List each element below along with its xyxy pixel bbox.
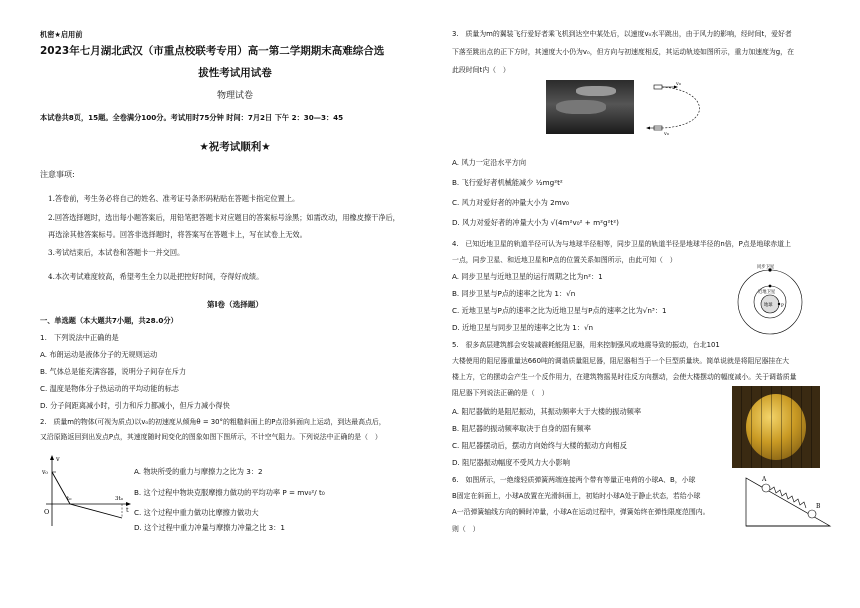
graph-v-label: v <box>56 455 60 463</box>
q6-incline-diagram <box>742 470 834 532</box>
q3-stem-3: 此段时间t内（ ） <box>452 66 510 74</box>
notice-item-2: 2.回答选择题时，选出每小题答案后，用铅笔把答题卡对应题目的答案标号涂黑；如需改动，用橡皮擦干净后， <box>48 213 400 222</box>
q1-option-c: C. 温度是物体分子热运动的平均动能的标志 <box>40 384 179 393</box>
q5-stem-4: 阻尼器下列说法正确的是（ ） <box>452 389 549 397</box>
fig-earth-label: 地球 <box>764 303 773 308</box>
q1-stem: 1. 下列说法中正确的是 <box>40 333 119 342</box>
part-title: 一、单选题（本大题共7小题，共28.0分） <box>40 316 178 325</box>
q2-option-a: A. 物块所受的重力与摩擦力之比为 3：2 <box>134 467 263 476</box>
section-title: 第Ⅰ卷（选择题） <box>207 300 263 309</box>
fig-near-label: 近地卫星 <box>758 290 776 295</box>
q6-stem-3: A一沿弹簧轴线方向的瞬时冲量，小球A在运动过程中，弹簧始终在弹性限度范围内。 <box>452 508 710 516</box>
q4-orbit-diagram <box>734 264 806 336</box>
blessing: ★祝考试顺利★ <box>199 141 271 153</box>
q5-damper-photo <box>732 386 820 468</box>
q6-stem-2: B固定在斜面上，小球A放置在光滑斜面上，初始时小球A处于静止状态，若给小球 <box>452 492 701 500</box>
q4-option-a: A. 同步卫星与近地卫星的运行周期之比为n²：1 <box>452 272 603 281</box>
exam-title-line2: 拔性考试用试卷 <box>198 67 272 79</box>
q3-option-c: C. 风力对爱好者的冲量大小为 2mv₀ <box>452 198 569 207</box>
graph-origin-label: O <box>44 508 50 516</box>
q6-stem-1: 6. 如图所示，一绝缘轻质弹簧两端连接两个带有等量正电荷的小球A、B，小球 <box>452 476 696 484</box>
q3-stem-2: 下落至跳出点的正下方时，其速度大小仍为v₀，但方向与初速度相反，其运动轨迹如图所示，重力加速度为g，在 <box>452 48 794 56</box>
graph-t0-label: t₀ <box>67 496 72 502</box>
q2-stem-2: 又沿原路返回到出发点P点，其速度随时间变化的图象如图下图所示，不计空气阻力。下列说法中正确的是（ ） <box>40 433 382 441</box>
fig-p-label: P <box>781 304 784 309</box>
q2-vt-graph <box>40 452 132 532</box>
q4-stem-2: 一点，同步卫星、和近地卫星和P点的位置关系如图所示，由此可知（ ） <box>452 256 677 264</box>
graph-3t0-label: 3t₀ <box>115 496 123 502</box>
q4-option-c: C. 近地卫星与P点的速率之比为近地卫星与P点的速率之比为√n³：1 <box>452 306 667 315</box>
exam-info: 本试卷共8页，15题。全卷满分100分。考试用时75分钟 时间：7月2日 下午 2：30—3：45 <box>40 113 344 122</box>
q5-stem-2: 大楼使用的阻尼器重量达660吨的调谐质量阻尼器，阻尼器相当于一个巨型质量块。简单说就是将阻尼器挂在大 <box>452 357 790 365</box>
q4-stem-1: 4. 已知近地卫星的轨道半径可认为与地球半径相等，同步卫星的轨道半径是地球半径的n倍，P点是地球赤道上 <box>452 240 791 248</box>
q3-option-d: D. 风力对爱好者的冲量大小为 √(4m²v₀² + m²g²t²) <box>452 218 619 227</box>
q2-option-d: D. 这个过程中重力冲量与摩擦力冲量之比 3：1 <box>134 523 285 532</box>
q5-stem-3: 楼上方，它的摆动会产生一个反作用力，在建筑物摇晃时往反方向摆动，会使大楼摆动的幅度减小。关于调谐质量 <box>452 373 797 381</box>
q5-option-c: C. 阻尼器摆动后，摆动方向始终与大楼的振动方向相反 <box>452 441 627 450</box>
secret-label: 机密★启用前 <box>40 30 83 39</box>
q2-stem-1: 2. 质量m的物体(可视为质点)以v₀的初速度从倾角θ = 30°的粗糙斜面上的P点沿斜面向上运动，到达最高点后， <box>40 418 386 426</box>
graph-t-label: t <box>126 506 129 514</box>
q5-option-a: A. 阻尼器做的是阻尼振动，其振动频率大于大楼的振动频率 <box>452 407 642 416</box>
notice-heading: 注意事项: <box>40 170 75 179</box>
fig-a-label: A <box>762 476 767 483</box>
notice-item-4: 3.考试结束后，本试卷和答题卡一并交回。 <box>48 248 185 257</box>
subject-title: 物理试卷 <box>216 91 253 101</box>
fig-sync-label: 同步卫星 <box>757 265 775 270</box>
q1-option-b: B. 气体总是能充满容器，说明分子间存在斥力 <box>40 367 187 376</box>
q3-v0-bottom-label: v₀ <box>664 131 669 136</box>
notice-item-1: 1.答卷前，考生务必将自己的姓名、准考证号条形码粘贴在答题卡指定位置上。 <box>48 194 300 203</box>
graph-v0-label: v₀ <box>42 469 48 476</box>
q5-stem-1: 5. 很多高层建筑都会安装减震耗能阻尼器，用来控制强风或地震导致的振动，台北101 <box>452 341 720 349</box>
q5-option-d: D. 阻尼器振动幅度不受风力大小影响 <box>452 458 570 467</box>
q3-trajectory-diagram <box>640 80 720 136</box>
fig-b-label: B <box>816 503 821 510</box>
q4-option-b: B. 同步卫星与P点的速率之比为 1：√n <box>452 289 576 298</box>
q3-photo <box>546 80 634 134</box>
q3-option-a: A. 风力一定沿水平方向 <box>452 158 527 167</box>
q1-option-a: A. 布朗运动是液体分子的无规则运动 <box>40 350 158 359</box>
notice-item-3: 再选涂其他答案标号。回答非选择题时，将答案写在答题卡上，写在试卷上无效。 <box>48 230 307 239</box>
q3-stem-1: 3. 质量为m的翼装飞行爱好者乘飞机到达空中某处后，以速度v₀水平跳出，由于风力的影响，经时间t，爱好者 <box>452 30 792 38</box>
q1-option-d: D. 分子间距离减小时，引力和斥力都减小，但斥力减小得快 <box>40 401 230 410</box>
exam-title-line1: 2023年七月湖北武汉（市重点校联考专用）高一第二学期期末高难综合选 <box>40 45 385 57</box>
q5-option-b: B. 阻尼器的振动频率取决于自身的固有频率 <box>452 424 591 433</box>
q3-v0-top-label: v₀ <box>676 81 681 87</box>
notice-item-5: 4.本次考试难度较高，希望考生全力以赴把控好时间，夺得好成绩。 <box>48 272 264 281</box>
q3-option-b: B. 飞行爱好者机械能减少 ½mg²t² <box>452 178 563 187</box>
q6-stem-4: 则（ ） <box>452 525 480 533</box>
q2-option-c: C. 这个过程中重力做功比摩擦力做功大 <box>134 508 259 517</box>
q2-option-b: B. 这个过程中物块克服摩擦力做功的平均功率 P = mv₀²/ t₀ <box>134 488 325 497</box>
q4-option-d: D. 近地卫星与同步卫星的速率之比为 1：√n <box>452 323 594 332</box>
